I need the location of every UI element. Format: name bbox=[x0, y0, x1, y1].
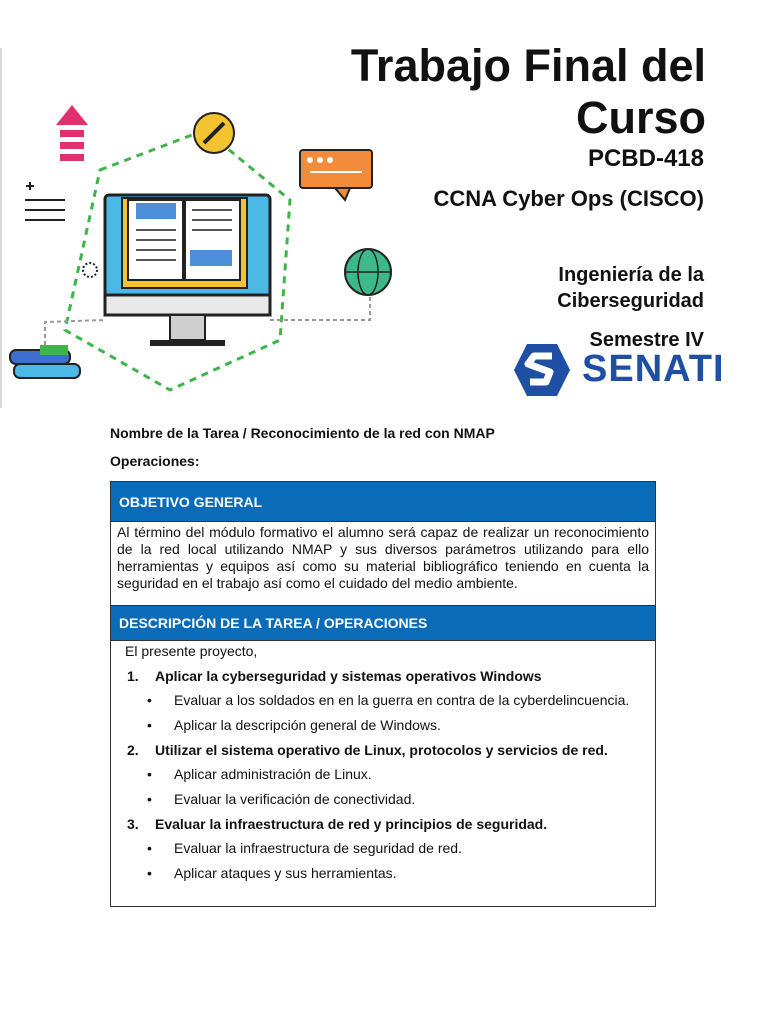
senati-emblem-icon bbox=[512, 342, 572, 398]
item-text: Evaluar la infraestructura de red y principios de seguridad. bbox=[155, 816, 548, 832]
task-name: Nombre de la Tarea / Reconocimiento de la red con NMAP bbox=[110, 425, 495, 441]
career-name: Ingeniería de la Ciberseguridad bbox=[557, 264, 704, 312]
bullet-text: Aplicar ataques y sus herramientas. bbox=[174, 865, 397, 881]
description-body bbox=[111, 641, 655, 882]
bullet-text: Evaluar la verificación de conectividad. bbox=[174, 791, 416, 807]
bullet-item bbox=[117, 717, 649, 734]
connector-line bbox=[45, 320, 105, 345]
description-heading: DESCRIPCIÓN DE LA TAREA / OPERACIONES bbox=[111, 605, 655, 641]
bullet-text: Aplicar la descripción general de Windows. bbox=[174, 717, 441, 733]
semester-label: Semestre IV bbox=[589, 329, 704, 351]
bullet-item bbox=[117, 791, 649, 808]
bullet-text: Aplicar administración de Linux. bbox=[174, 766, 372, 782]
bullet-icon: • bbox=[147, 766, 152, 782]
item-number: 1. bbox=[127, 668, 139, 684]
description-intro: El presente proyecto, bbox=[125, 643, 258, 659]
objective-text: Al término del módulo formativo el alumno será capaz de realizar un reconocimiento de la red local utilizando NMAP y sus diversos parámetros utilizando para ello herramientas y equipos así como su material bibliográfico teniendo en cuenta la seguridad en el trabajo así como el cuidado del medio ambiente. bbox=[111, 521, 655, 605]
task-table bbox=[110, 481, 656, 907]
bullet-icon: • bbox=[147, 840, 152, 856]
bullet-item bbox=[117, 766, 649, 783]
text-lines-icon bbox=[25, 182, 65, 220]
bullet-icon: • bbox=[147, 791, 152, 807]
pen-badge-icon bbox=[194, 113, 234, 153]
objective-heading: OBJETIVO GENERAL bbox=[111, 482, 655, 521]
bullet-icon: • bbox=[147, 865, 152, 881]
chat-bubble-icon bbox=[300, 150, 372, 200]
numbered-item bbox=[117, 668, 649, 685]
bullet-item bbox=[117, 865, 649, 882]
document-title: Trabajo Final del Curso bbox=[350, 40, 706, 143]
globe-icon bbox=[345, 249, 391, 295]
bullet-item bbox=[117, 692, 649, 709]
connector-line-right bbox=[270, 295, 370, 320]
dotted-circle-icon bbox=[83, 263, 97, 277]
upload-arrow-icon bbox=[56, 105, 88, 161]
course-code: PCBD-418 bbox=[587, 145, 704, 172]
course-name: CCNA Cyber Ops (CISCO) bbox=[433, 186, 704, 211]
bullet-text: Evaluar a los soldados en en la guerra en contra de la cyberdelincuencia. bbox=[174, 692, 630, 708]
item-number: 2. bbox=[127, 742, 139, 758]
bullet-text: Evaluar la infraestructura de seguridad de red. bbox=[174, 840, 462, 856]
senati-logo-text: SENATI bbox=[582, 348, 725, 390]
books-stack-icon bbox=[10, 345, 80, 378]
open-book-icon bbox=[122, 198, 247, 288]
operations-label: Operaciones: bbox=[110, 453, 200, 469]
item-text: Aplicar la cyberseguridad y sistemas operativos Windows bbox=[155, 668, 542, 684]
senati-logo bbox=[512, 342, 725, 398]
item-number: 3. bbox=[127, 816, 139, 832]
item-text: Utilizar el sistema operativo de Linux, protocolos y servicios de red. bbox=[155, 742, 608, 758]
bullet-item bbox=[117, 840, 649, 857]
numbered-item bbox=[117, 742, 649, 759]
header-illustration bbox=[0, 90, 410, 400]
bullet-icon: • bbox=[147, 692, 152, 708]
bullet-icon: • bbox=[147, 717, 152, 733]
numbered-item bbox=[117, 816, 649, 833]
